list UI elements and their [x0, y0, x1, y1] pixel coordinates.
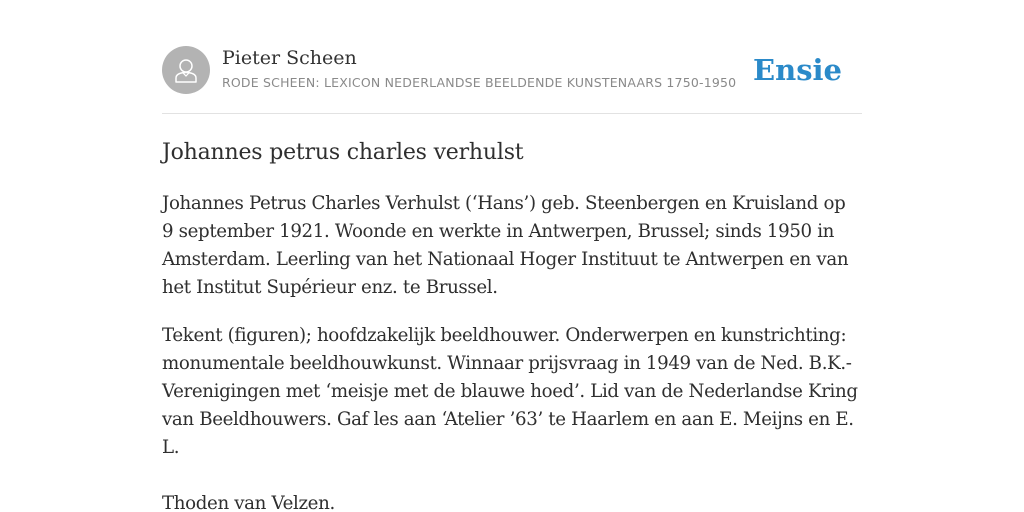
ensie-logo[interactable]: Ensie [753, 53, 842, 87]
article-header [162, 46, 862, 96]
user-avatar-icon [162, 46, 210, 94]
article-paragraph: Tekent (figuren); hoofdzakelijk beeldhouwer. Onderwerpen en kunstrichting: monumentale beeldhouwkunst. Winnaar prijsvraag in 1949 van de Ned. B.K.-Verenigingen met ‘meisje met de blauwe hoed’. Lid van de Nederlandse Kring van Beeldhouwers. Gaf les aan ‘Atelier ’63’ te Haarlem en aan E. Meijns en E. L. [162, 325, 858, 458]
article-body [162, 136, 862, 512]
author-name[interactable]: Pieter Scheen [222, 47, 357, 69]
source-title[interactable]: RODE SCHEEN: LEXICON NEDERLANDSE BEELDENDE KUNSTENAARS 1750-1950 [222, 75, 737, 90]
article-paragraph: Johannes Petrus Charles Verhulst (‘Hans’) geb. Steenbergen en Kruisland op 9 september 1921. Woonde en werkte in Antwerpen, Brussel; sinds 1950 in Amsterdam. Leerling van het Nationaal Hoger Instituut te Antwerpen en van het Institut Supérieur enz. te Brussel. [162, 193, 849, 298]
article-title: Johannes petrus charles verhulst [162, 140, 524, 165]
header-divider [162, 113, 862, 114]
author-avatar[interactable] [162, 46, 210, 94]
article-paragraph: Thoden van Velzen. [162, 493, 335, 512]
